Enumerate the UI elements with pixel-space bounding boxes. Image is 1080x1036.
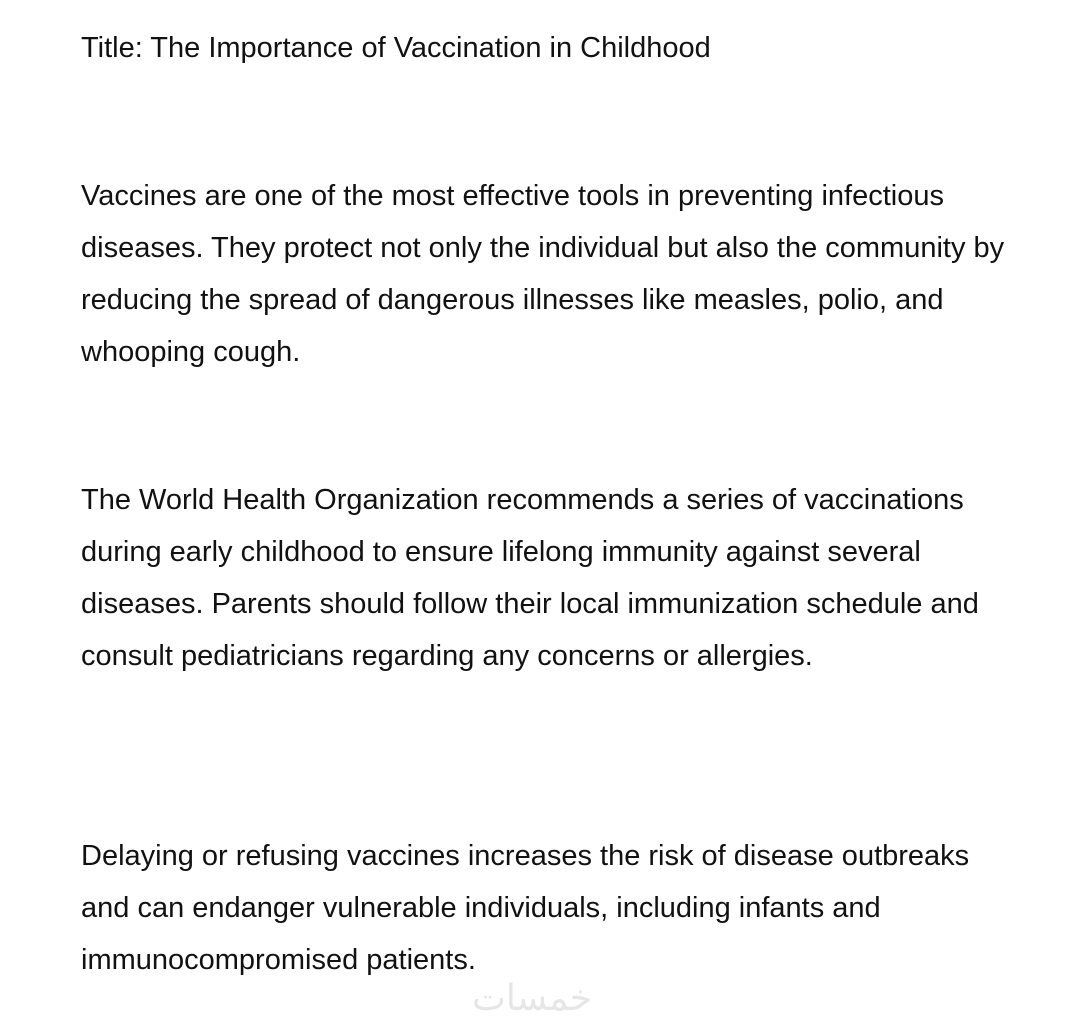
paragraph-who-recommendation: The World Health Organization recommends a series of vaccinations during early childhood to ensure lifelong immunity against several diseases. Parents should follow their local immunization schedule and consult pediatricians regarding any concerns or allergies. <box>81 484 979 672</box>
paragraph-vaccines-effective: Vaccines are one of the most effective tools in preventing infectious diseases. They protect not only the individual but also the community by reducing the spread of dangerous illnesses like measles, polio, and whooping cough. <box>81 180 1005 368</box>
paragraph-delaying-risks: Delaying or refusing vaccines increases the risk of disease outbreaks and can endanger vulnerable individuals, including infants and immunocompromised patients. <box>81 840 970 976</box>
document-title: Title: The Importance of Vaccination in Childhood <box>81 32 711 64</box>
watermark-logo: خمسات <box>472 978 593 1019</box>
